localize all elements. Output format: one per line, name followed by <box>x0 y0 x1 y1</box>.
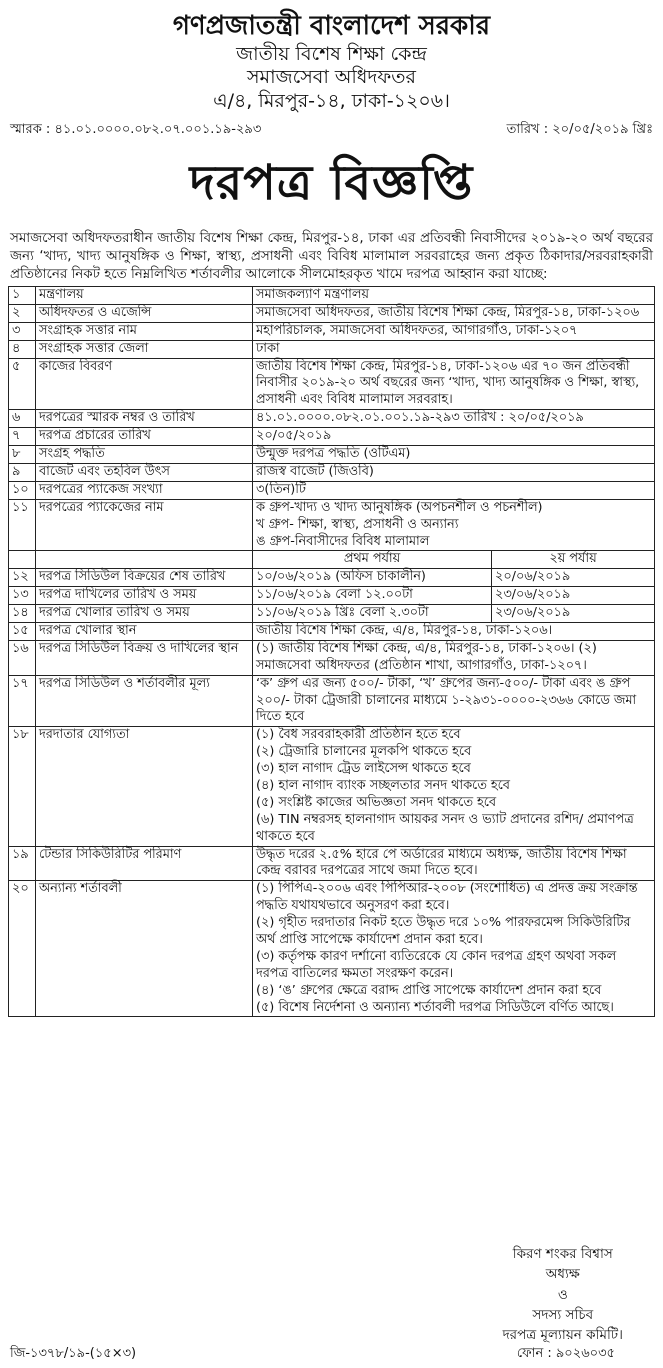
row-value: ঢাকা <box>253 340 655 358</box>
row-number: ১১ <box>9 499 36 551</box>
reference-line <box>8 120 655 141</box>
row-label: দরদাতার যোগ্যতা <box>36 727 253 846</box>
centre-name: জাতীয় বিশেষ শিক্ষা কেন্দ্র <box>236 42 427 65</box>
row-label: দরপত্র খোলার তারিখ ও সময় <box>36 605 253 623</box>
row-number: ৬ <box>9 410 36 428</box>
table-row <box>9 481 655 499</box>
table-row <box>9 463 655 481</box>
phase-2-value: ২৩/০৬/২০১৯ <box>492 587 655 605</box>
row-value: (১) জাতীয় বিশেষ শিক্ষা কেন্দ্র, এ/৪, মিরপুর-১৪, ঢাকা-১২০৬। (২) সমাজসেবা অধিদফতর (প্রতিষ্ঠান শাখা, আগারগাঁও, ঢাকা-১২০৭। <box>253 640 655 675</box>
row-number: ৭ <box>9 428 36 446</box>
table-row <box>9 569 655 587</box>
row-value: ৪১.০১.০০০০.০৮২.০১.০০১.১৯-২৯৩ তারিখ : ২০/০৫/২০১৯ <box>253 410 655 428</box>
row-label: অন্যান্য শর্তাবলী <box>36 881 253 1017</box>
row-number: ২ <box>9 304 36 322</box>
list-item: (৩) কর্তৃপক্ষ কারণ দর্শানো ব্যতিরেকে যে কোন দরপত্র গ্রহণ অথবা সকল দরপত্র বাতিলের ক্ষমতা সংরক্ষণ করেন। <box>256 948 617 981</box>
row-label: দরপত্র সিডিউল ও শর্তাবলীর মূল্য <box>36 675 253 727</box>
row-label: সংগ্রাহক সত্তার জেলা <box>36 340 253 358</box>
row-value: সমাজসেবা অধিদফতর, জাতীয় বিশেষ শিক্ষা কেন্দ্র, মিরপুর-১৪, ঢাকা-১২০৬ <box>253 304 655 322</box>
signatory-name: কিরণ শংকর বিশ্বাস <box>512 1246 613 1262</box>
govt-title: গণপ্রজাতন্ত্রী বাংলাদেশ সরকার <box>172 11 491 41</box>
row-label: অধিদফতর ও এজেন্সি <box>36 304 253 322</box>
table-row <box>9 640 655 675</box>
table-row <box>9 499 655 551</box>
list-item: (৫) বিশেষ নির্দেশনা ও অন্যান্য শর্তাবলী দরপত্র সিডিউলে বর্ণিত আছে। <box>256 999 614 1015</box>
row-number: ১ <box>9 287 36 305</box>
row-label: দরপত্র সিডিউল বিক্রয়ের শেষ তারিখ <box>36 569 253 587</box>
row-label: কাজের বিবরণ <box>36 358 253 410</box>
row-value: জাতীয় বিশেষ শিক্ষা কেন্দ্র, এ/৪, মিরপুর-১৪, ঢাকা-১২০৬। <box>253 622 655 640</box>
row-number: ৫ <box>9 358 36 410</box>
list-item: (৬) TIN নম্বরসহ হালনাগাদ আয়কর সনদ ও ভ্যাট প্রদানের রশিদ/ প্রমাণপত্র থাকতে হবে <box>256 811 634 844</box>
memo-number: স্মারক : ৪১.০১.০০০০.০৮২.০৭.০০১.১৯-২৯৩ <box>10 121 262 137</box>
notice-title: দরপত্র বিজ্ঞপ্তি <box>189 154 474 211</box>
row-value: মহাপরিচালক, সমাজসেবা অধিদফতর, আগারগাঁও, ঢাকা-১২০৭ <box>253 322 655 340</box>
table-row <box>9 287 655 305</box>
list-item: ক গ্রুপ-খাদ্য ও খাদ্য আনুষঙ্গিক (অপচনশীল ও পচনশীল) <box>256 499 543 515</box>
phase-header-row <box>9 551 655 569</box>
table-row <box>9 340 655 358</box>
list-item: (২) ট্রেজারি চালানের মূলকপি থাকতে হবে <box>256 744 472 760</box>
signature-block <box>503 1244 623 1345</box>
row-number: ৯ <box>9 463 36 481</box>
intro-paragraph: সমাজসেবা অধিদফতরাধীন জাতীয় বিশেষ শিক্ষা কেন্দ্র, মিরপুর-১৪, ঢাকা এর প্রতিবন্ধী নিবাসীদের ২০১৯-২০ অর্থ বছরের জন্য ‘খাদ্য, খাদ্য আনুষঙ্গিক ও শিক্ষা, স্বাস্থ্য, প্রসাধনী এবং বিবিধ মালামাল সরবরাহের জন্য প্রকৃত ঠিকাদার/সরবরাহকারী প্রতিষ্ঠানের নিকট হতে নিম্নলিখিত শর্তাবলীর আলোকে সীলমোহরকৃত খামে দরপত্র আহ্বান করা যাচ্ছে: <box>10 230 653 282</box>
row-number: ১৪ <box>9 605 36 623</box>
list-item: খ গ্রুপ- শিক্ষা, স্বাস্থ্য, প্রসাধনী ও অন্যান্য <box>256 516 459 532</box>
row-value-list <box>253 727 655 846</box>
row-label: সংগ্রহ পদ্ধতি <box>36 446 253 464</box>
row-label: মন্ত্রণালয় <box>36 287 253 305</box>
table-row <box>9 446 655 464</box>
table-row <box>9 622 655 640</box>
list-item: (৪) ‘ঙ’ গ্রুপের ক্ষেত্রে বরাদ্দ প্রাপ্তি সাপেক্ষে কার্যাদেশ প্রদান করা হবে <box>256 982 602 998</box>
row-number: ১০ <box>9 481 36 499</box>
table-row <box>9 605 655 623</box>
row-number: ৪ <box>9 340 36 358</box>
memo-date: তারিখ : ২০/০৫/২০১৯ খ্রিঃ <box>506 121 653 137</box>
signatory-and: ও <box>557 1286 568 1303</box>
row-label: দরপত্র সিডিউল বিক্রয় ও দাখিলের স্থান <box>36 640 253 675</box>
row-value-list <box>253 881 655 1017</box>
row-number: ৩ <box>9 322 36 340</box>
row-label: দরপত্র প্রচারের তারিখ <box>36 428 253 446</box>
table-row <box>9 675 655 727</box>
phase-2-value: ২৩/০৬/২০১৯ <box>492 605 655 623</box>
phase-1-header: প্রথম পর্যায় <box>253 551 492 569</box>
row-value: ২০/০৫/২০১৯ <box>253 428 655 446</box>
row-value: ‘ক’ গ্রুপ এর জন্য ৫০০/- টাকা, ‘খ’ গ্রুপের জন্য-৫০০/- টাকা এবং ঙ গ্রুপ ২০০/- টাকা ট্রেজারী চালানের মাধ্যমে ১-২৯৩১-০০০০-২৩৬৬ কোডে জমা দিতে হবে <box>253 675 655 727</box>
row-value-list <box>253 499 655 551</box>
row-number: ১৯ <box>9 846 36 881</box>
table-row <box>9 881 655 1017</box>
row-value: সমাজকল্যাণ মন্ত্রণালয় <box>253 287 655 305</box>
row-number: ১৮ <box>9 727 36 846</box>
row-value: উন্মুক্ত দরপত্র পদ্ধতি (ওটিএম) <box>253 446 655 464</box>
phase-1-value: ১১/০৬/২০১৯ খ্রিঃ বেলা ২.৩০টা <box>253 605 492 623</box>
table-row <box>9 846 655 881</box>
list-item: (১) পিপিএ-২০০৬ এবং পিপিআর-২০০৮ (সংশোধিত) এ প্রদত্ত ক্রয় সংক্রান্ত পদ্ধতি যথাযথভাবে অনুসরণ করা হবে। <box>256 881 638 914</box>
blank-cell <box>9 551 36 569</box>
list-item: (৪) হাল নাগাদ ব্যাংক সচ্ছলতার সনদ থাকতে হবে <box>256 777 510 793</box>
signatory-post: অধ্যক্ষ <box>545 1266 580 1283</box>
row-value: জাতীয় বিশেষ শিক্ষা কেন্দ্র, মিরপুর-১৪, ঢাকা-১২০৬ এর ৭০ জন প্রতিবন্ধী নিবাসীর ২০১৯-২০ অর্থ বছরের জন্য ‘খাদ্য, খাদ্য আনুষঙ্গিক ও শিক্ষা, স্বাস্থ্য, প্রসাধনী এবং বিবিধ মালামাল সরবরাহ। <box>253 358 655 410</box>
phase-1-value: ১১/০৬/২০১৯ বেলা ১২.০০টা <box>253 587 492 605</box>
row-label: টেন্ডার সিকিউরিটির পরিমাণ <box>36 846 253 881</box>
address: এ/৪, মিরপুর-১৪, ঢাকা-১২০৬। <box>213 90 450 112</box>
row-label: দরপত্রের প্যাকেজের নাম <box>36 499 253 551</box>
phone-number: ফোন : ৯০২৬০৩৫ <box>516 1346 615 1361</box>
table-row <box>9 304 655 322</box>
publication-code: জি-১৩৭৮/১৯-(১৫×৩) <box>10 1346 137 1361</box>
row-label: বাজেট এবং তহবিল উৎস <box>36 463 253 481</box>
phase-2-header: ২য় পর্যায় <box>492 551 655 569</box>
tender-table <box>8 286 655 1017</box>
blank-cell <box>36 551 253 569</box>
row-number: ১৭ <box>9 675 36 727</box>
department-name: সমাজসেবা অধিদফতর <box>246 66 417 89</box>
row-label: দরপত্র খোলার স্থান <box>36 622 253 640</box>
phase-1-value: ১০/০৬/২০১৯ (অফিস চাকালীন) <box>253 569 492 587</box>
letterhead <box>8 10 655 114</box>
row-value: ৩(তিন)টি <box>253 481 655 499</box>
row-label: দরপত্রের প্যাকেজ সংখ্যা <box>36 481 253 499</box>
row-number: ১৫ <box>9 622 36 640</box>
table-row <box>9 322 655 340</box>
row-number: ১২ <box>9 569 36 587</box>
row-number: ১৩ <box>9 587 36 605</box>
row-label: দরপত্রের স্মারক নম্বর ও তারিখ <box>36 410 253 428</box>
row-label: সংগ্রাহক সত্তার নাম <box>36 322 253 340</box>
row-number: ৮ <box>9 446 36 464</box>
row-value: উদ্ধৃত দরের ২.৫% হারে পে অর্ডারের মাধ্যমে অধ্যক্ষ, জাতীয় বিশেষ শিক্ষা কেন্দ্র বরাবর দরপত্রের সাথে জমা দিতে হবে। <box>253 846 655 881</box>
footer <box>10 1344 653 1365</box>
signatory-committee: দরপত্র মূল্যায়ন কমিটি। <box>502 1327 623 1343</box>
list-item: (১) বৈধ সরবরাহকারী প্রতিষ্ঠান হতে হবে <box>256 727 461 743</box>
list-item: (৩) হাল নাগাদ ট্রেড লাইসেন্স থাকতে হবে <box>256 761 471 777</box>
signatory-post2: সদস্য সচিব <box>532 1306 594 1323</box>
row-value: রাজস্ব বাজেট (জিওবি) <box>253 463 655 481</box>
list-item: (৫) সংশ্লিষ্ট কাজের অভিজ্ঞতা সনদ থাকতে হবে <box>256 794 496 810</box>
table-row <box>9 428 655 446</box>
table-row <box>9 358 655 410</box>
list-item: (২) গৃহীত দরদাতার নিকট হতে উদ্ধৃত দরে ১০% পারফরমেন্স সিকিউরিটির অর্থ প্রাপ্তি সাপেক্ষে কার্যাদেশ প্রদান করা হবে। <box>256 915 631 947</box>
list-item: ঙ গ্রুপ-নিবাসীদের বিবিধ মালামাল <box>256 533 430 549</box>
table-row <box>9 587 655 605</box>
table-row <box>9 410 655 428</box>
phase-2-value: ২০/০৬/২০১৯ <box>492 569 655 587</box>
table-row <box>9 727 655 846</box>
row-number: ১৬ <box>9 640 36 675</box>
row-label: দরপত্র দাখিলের তারিখ ও সময় <box>36 587 253 605</box>
row-number: ২০ <box>9 881 36 1017</box>
